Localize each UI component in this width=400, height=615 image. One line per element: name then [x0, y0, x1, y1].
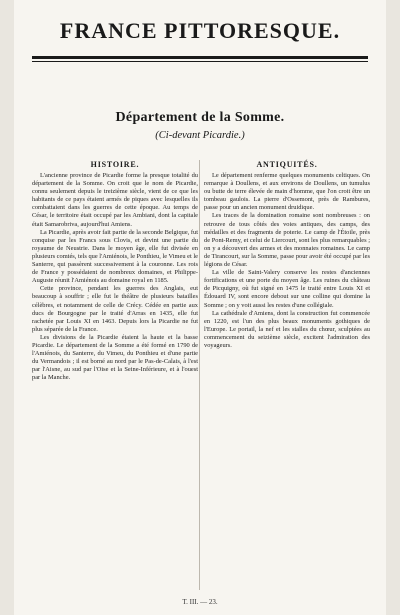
paragraph: La ville de Saint-Valery conserve les restes d'anciennes fortifications et une porte du moyen âge. Les ruines du château de Picquigny, où fut signé en 1475 le traité entre Louis XI et Édouard IV, sont encore debout sur une colline qui domine la Somme ; on y voit aussi les restes d'une collégiale.	[204, 269, 370, 309]
department-title: Département de la Somme.	[115, 110, 285, 125]
paragraph: Le département renferme quelques monuments celtiques. On remarque à Doullens, et aux environs de Doullens, un tumulus ou butte de terre élevée de main d'homme, que l'on croit être un tombeau gaulois. La pierre d'Ossemont, près de Rambures, passe pour un ancien monument druidique.	[204, 172, 370, 212]
masthead-rule-thick	[32, 56, 368, 59]
document-page	[14, 0, 386, 615]
column-heading-histoire: HISTOIRE.	[90, 160, 140, 169]
paragraph: Les divisions de la Picardie étaient la haute et la basse Picardie. Le département de la Somme a été formé en 1790 de l'Amiénois, du Santerre, du Vimeu, du Ponthieu et d'une partie du Vermandois ; il est borné au nord par le Pas-de-Calais, à l'est par l'Aisne, au sud par l'Oise et la Seine-Inférieure, et à l'ouest par la Manche.	[32, 333, 198, 382]
column-histoire	[32, 160, 198, 602]
paragraph: Cette province, pendant les guerres des Anglais, eut beaucoup à souffrir ; elle fut le théâtre de plusieurs batailles célèbres, et notamment de celle de Crécy. Cédée en partie aux ducs de Bourgogne par le traité d'Arras en 1435, elle fut rachetée par Louis XI en 1463. Depuis lors la Picardie ne fut plus séparée de la France.	[32, 285, 198, 333]
column-divider	[199, 160, 200, 590]
paragraph: La Picardie, après avoir fait partie de la seconde Belgique, fut conquise par les Francs sous Clovis, et devint une partie du royaume de Neustrie. Dans le moyen âge, elle fut divisée en plusieurs comtés, tels que l'Amiénois, le Ponthieu, le Vimeu et le Santerre, qui passèrent successivement à la couronne. Les rois de France y possédaient de nombreux domaines, et Philippe-Auguste réunit l'Amiénois au domaine royal en 1185.	[32, 228, 198, 285]
column-body-antiquites	[204, 172, 370, 602]
paragraph: L'ancienne province de Picardie forme la presque totalité du département de la Somme. On croit que le nom de Picardie, connu seulement depuis le treizième siècle, vient de ce que les habitants de ce pays étaient armés de piques avec lesquelles ils combattaient dans les guerres de cette époque. Au temps de César, le territoire était occupé par les Ambiani, dont la capitale était Samarobriva, aujourd'hui Amiens.	[32, 172, 198, 228]
column-heading-antiquites: ANTIQUITÉS.	[256, 160, 318, 169]
column-antiquites	[204, 160, 370, 602]
masthead: FRANCE PITTORESQUE.	[59, 18, 341, 43]
masthead-rule-thin	[32, 61, 368, 62]
column-body-histoire	[32, 172, 198, 602]
page-footer: T. III. — 23.	[182, 598, 218, 606]
paragraph: Les traces de la domination romaine sont nombreuses : on retrouve de tous côtés des voies antiques, des camps, des médailles et des fragments de poterie. Le camp de l'Étoile, près de Pont-Remy, et celui de Liercourt, sont les plus remarquables ; on y a découvert des armes et des monnaies romaines. Le camp de Tirancourt, sur la Somme, passe pour avoir été occupé par les légions de César.	[204, 212, 370, 269]
paragraph: La cathédrale d'Amiens, dont la construction fut commencée en 1220, est l'un des plus beaux monuments gothiques de l'Europe. Le portail, la nef et les stalles du chœur, sculptées au commencement du seizième siècle, excitent l'admiration des voyageurs.	[204, 309, 370, 349]
department-subtitle: (Ci-devant Picardie.)	[155, 130, 245, 141]
